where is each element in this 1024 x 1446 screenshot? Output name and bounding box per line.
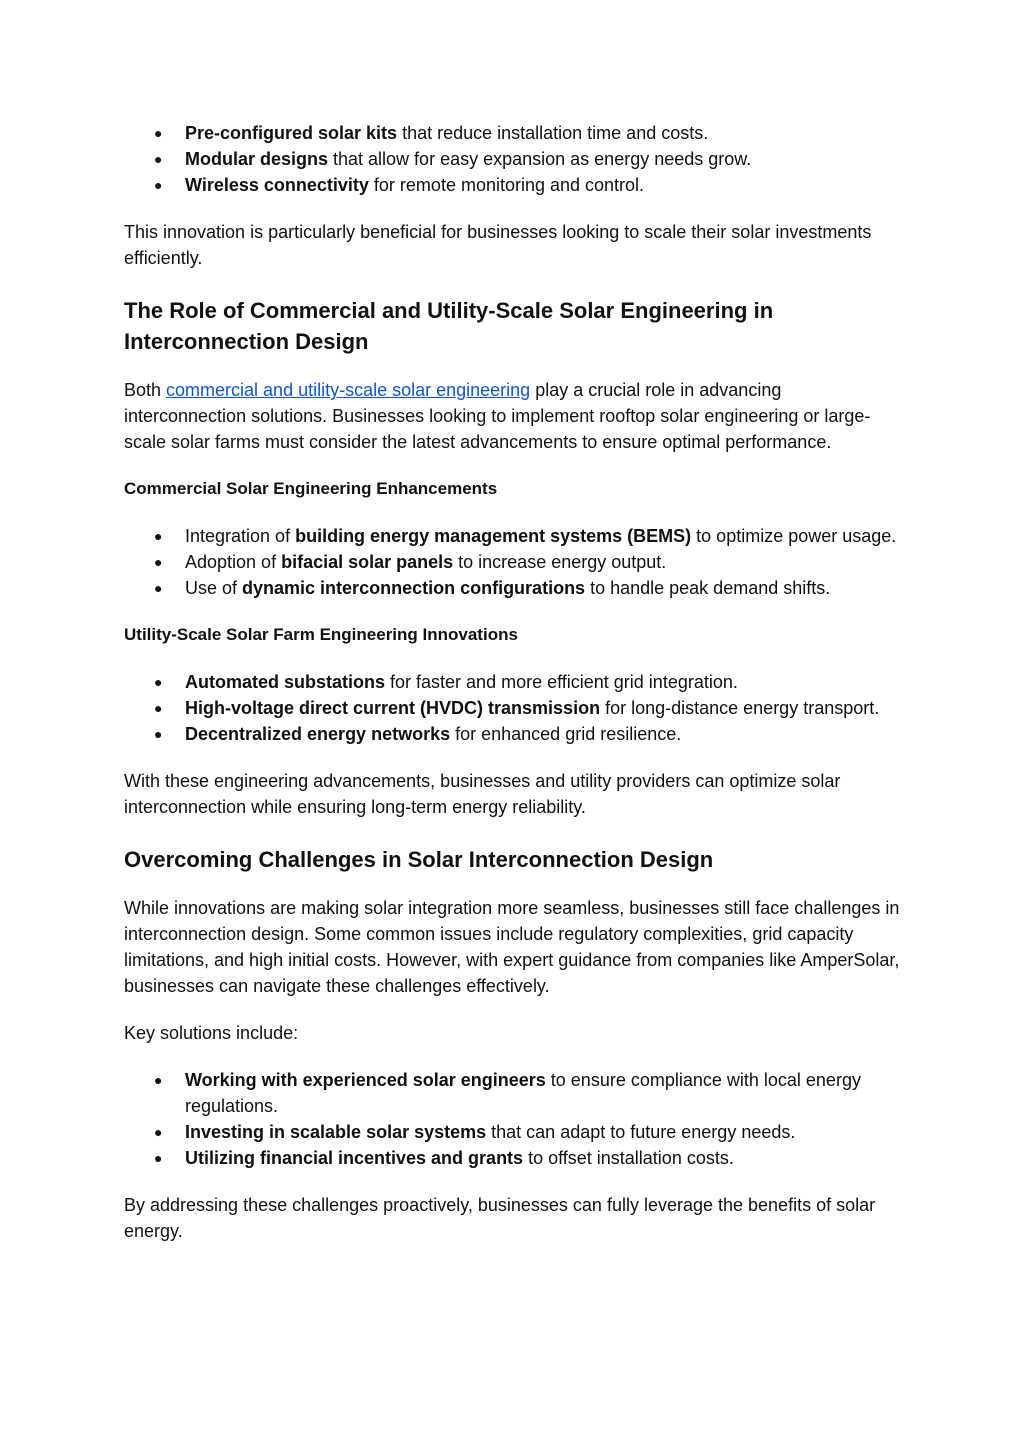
feature-list — [124, 120, 904, 198]
list-item-text: to increase energy output. — [453, 552, 667, 572]
bullet-icon: ● — [154, 177, 163, 193]
bullet-icon: ● — [154, 554, 163, 570]
bullet-icon: ● — [154, 580, 163, 596]
list-item-bold: bifacial solar panels — [281, 552, 454, 572]
list-item — [124, 120, 904, 146]
bullet-icon: ● — [154, 674, 163, 690]
list-item-text: for remote monitoring and control. — [368, 175, 645, 195]
list-item-text: to offset installation costs. — [523, 1148, 734, 1168]
bullet-icon: ● — [154, 125, 163, 141]
list-item-bold: building energy management systems (BEMS) — [295, 526, 692, 546]
list-item-text: that can adapt to future energy needs. — [486, 1122, 796, 1142]
key-solutions-list — [124, 1067, 904, 1171]
list-item-text: that allow for easy expansion as energy needs grow. — [328, 149, 752, 169]
paragraph-text: Both — [124, 380, 167, 400]
list-item-bold: Decentralized energy networks — [185, 724, 451, 744]
list-item-bold: Modular designs — [185, 149, 329, 169]
section-heading: Overcoming Challenges in Solar Interconnection Design — [124, 847, 714, 872]
list-item — [124, 721, 904, 747]
paragraph-text: play a crucial role in advancing interconnection solutions. Businesses looking to implement rooftop solar engineering or large-scale solar farms must consider the latest advancements to ensure optimal performance. — [124, 380, 871, 452]
list-item — [124, 146, 904, 172]
bullet-icon: ● — [154, 151, 163, 167]
list-item-text: Use of — [185, 578, 243, 598]
list-item-text: Integration of — [185, 526, 296, 546]
list-item-text: to optimize power usage. — [691, 526, 897, 546]
solar-engineering-link[interactable]: commercial and utility-scale solar engineering — [166, 380, 531, 400]
bullet-icon: ● — [154, 700, 163, 716]
list-item — [124, 549, 904, 575]
list-item — [124, 1145, 904, 1171]
list-item-text: for enhanced grid resilience. — [450, 724, 682, 744]
list-item — [124, 695, 904, 721]
list-item-text: Adoption of — [185, 552, 282, 572]
bullet-icon: ● — [154, 528, 163, 544]
list-item-bold: dynamic interconnection configurations — [242, 578, 586, 598]
bullet-icon: ● — [154, 1072, 163, 1088]
paragraph: With these engineering advancements, businesses and utility providers can optimize solar interconnection while ensuring long-term energy reliability. — [124, 771, 841, 817]
list-item-bold: Wireless connectivity — [185, 175, 369, 195]
list-item-text: for faster and more efficient grid integration. — [385, 672, 738, 692]
list-item — [124, 669, 904, 695]
list-item-bold: Utilizing financial incentives and grants — [185, 1148, 524, 1168]
list-item-bold: Investing in scalable solar systems — [185, 1122, 487, 1142]
paragraph: While innovations are making solar integration more seamless, businesses still face challenges in interconnection design. Some common issues include regulatory complexities, grid capacity limitations, and high initial costs. However, with expert guidance from companies like AmperSolar, businesses can navigate these challenges effectively. — [124, 898, 900, 996]
list-item — [124, 1067, 904, 1119]
section-heading — [124, 295, 904, 357]
bullet-icon: ● — [154, 726, 163, 742]
list-item-bold: Pre-configured solar kits — [185, 123, 398, 143]
heading-line: The Role of Commercial and Utility-Scale Solar Engineering in — [124, 298, 774, 323]
list-item-text: that reduce installation time and costs. — [397, 123, 709, 143]
subheading: Commercial Solar Engineering Enhancements — [124, 479, 498, 498]
bullet-icon: ● — [154, 1150, 163, 1166]
commercial-enhancements-list — [124, 523, 904, 601]
paragraph: Key solutions include: — [124, 1023, 299, 1043]
paragraph — [124, 377, 904, 455]
list-item — [124, 575, 904, 601]
document-page — [124, 120, 904, 1244]
list-item-text: to ensure compliance with local energy regulations. — [185, 1070, 861, 1116]
list-item — [124, 172, 904, 198]
paragraph: This innovation is particularly beneficial for businesses looking to scale their solar investments efficiently. — [124, 222, 872, 268]
subheading: Utility-Scale Solar Farm Engineering Innovations — [124, 625, 518, 644]
utility-innovations-list — [124, 669, 904, 747]
paragraph: By addressing these challenges proactively, businesses can fully leverage the benefits of solar energy. — [124, 1195, 876, 1241]
list-item-bold: High-voltage direct current (HVDC) transmission — [185, 698, 601, 718]
list-item-bold: Automated substations — [185, 672, 386, 692]
heading-line: Interconnection Design — [124, 329, 369, 354]
list-item-text: to handle peak demand shifts. — [585, 578, 831, 598]
bullet-icon: ● — [154, 1124, 163, 1140]
list-item — [124, 1119, 904, 1145]
list-item-text: for long-distance energy transport. — [600, 698, 880, 718]
list-item-bold: Working with experienced solar engineers — [185, 1070, 546, 1090]
list-item — [124, 523, 904, 549]
